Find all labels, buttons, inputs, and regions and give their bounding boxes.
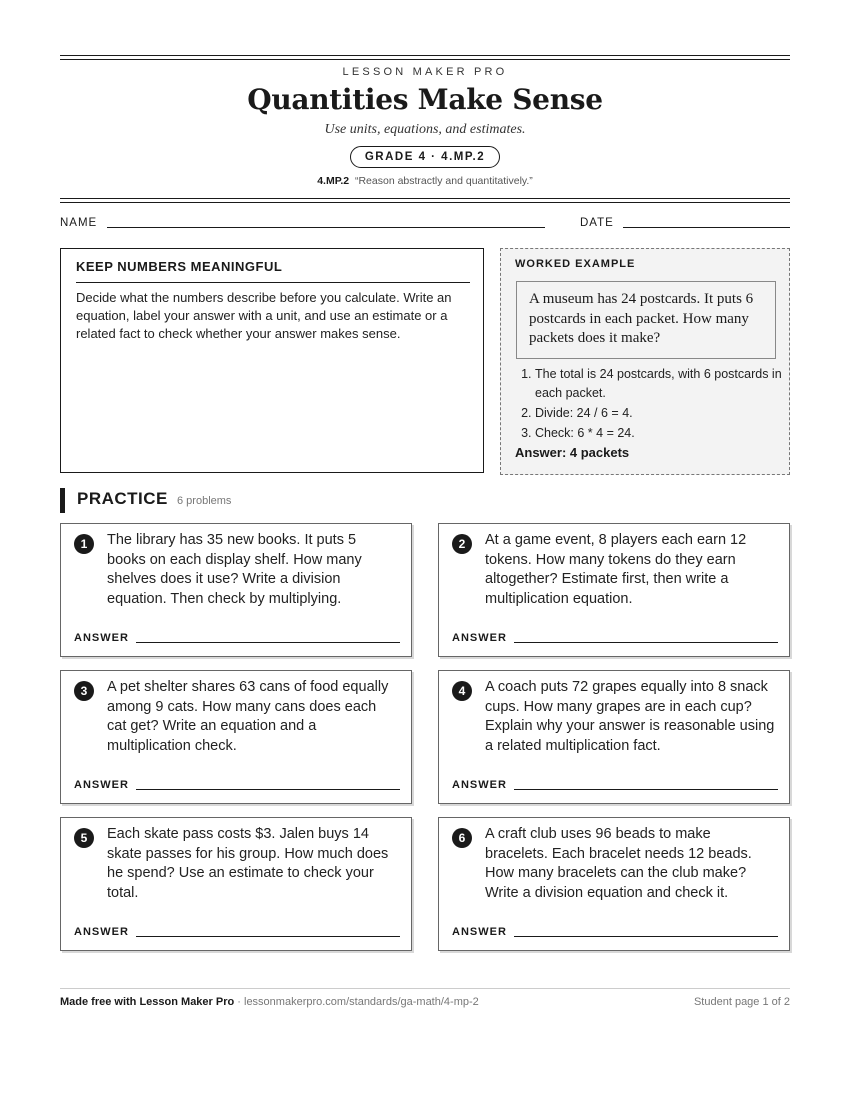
problem-card-1	[60, 523, 412, 657]
problem-text: A coach puts 72 grapes equally into 8 snack cups. How many grapes are in each cup? Explain why your answer is reasonable using a related multiplication fact.	[485, 679, 775, 754]
answer-label: ANSWER	[74, 779, 129, 791]
header-top-rule-1	[60, 55, 790, 56]
answer-line-field[interactable]	[514, 789, 778, 790]
worked-example-heading: WORKED EXAMPLE	[515, 258, 636, 270]
problem-number-badge: 2	[452, 534, 472, 554]
grade-badge: GRADE 4 · 4.MP.2	[350, 146, 500, 168]
problem-text: At a game event, 8 players each earn 12 tokens. How many tokens do they earn altogether? Estimate first, then write a multiplication equation.	[485, 532, 747, 607]
worked-example-step: 3. Check: 6 * 4 = 24.	[535, 424, 795, 443]
problem-number-badge: 3	[74, 681, 94, 701]
problem-text: A craft club uses 96 beads to make bracelets. Each bracelet needs 12 beads. How many bracelets can the club make? Write a division equation and check it.	[485, 826, 752, 901]
practice-accent-bar	[60, 488, 65, 513]
footer-rule	[60, 988, 790, 989]
header-bottom-rule-2	[60, 202, 790, 203]
answer-line-field[interactable]	[136, 642, 400, 643]
problem-number-badge: 6	[452, 828, 472, 848]
answer-label: ANSWER	[74, 632, 129, 644]
problem-card-3	[60, 670, 412, 804]
worked-example-answer: Answer: 4 packets	[515, 445, 630, 460]
problem-number-badge: 4	[452, 681, 472, 701]
worked-example-steps	[515, 365, 795, 444]
worked-example-step: 2. Divide: 24 / 6 = 4.	[535, 404, 795, 423]
date-label: DATE	[580, 217, 614, 229]
answer-line-field[interactable]	[136, 789, 400, 790]
problem-card-2	[438, 523, 790, 657]
standard-text: “Reason abstractly and quantitatively.”	[354, 175, 533, 187]
concept-body: Decide what the numbers describe before you calculate. Write an equation, label your answer with a unit, and use an estimate or a related fact to check whether your answer makes sense.	[76, 290, 452, 342]
practice-title: PRACTICE	[77, 489, 168, 508]
answer-line-field[interactable]	[136, 936, 400, 937]
practice-count: 6 problems	[177, 495, 232, 507]
brand-name: LESSON MAKER PRO	[342, 66, 508, 78]
answer-line-field[interactable]	[514, 936, 778, 937]
footer-made-with: Made free with Lesson Maker Pro	[60, 996, 235, 1008]
header-top-rule-2	[60, 59, 790, 60]
header-bottom-rule-1	[60, 198, 790, 199]
standard-line	[0, 175, 850, 187]
problem-card-6	[438, 817, 790, 951]
concept-box	[60, 248, 484, 473]
problem-card-5	[60, 817, 412, 951]
footer-url[interactable]: · lessonmakerpro.com/standards/ga-math/4-mp-2	[234, 996, 479, 1008]
problem-number-badge: 5	[74, 828, 94, 848]
standard-code: 4.MP.2	[317, 175, 350, 187]
answer-label: ANSWER	[74, 926, 129, 938]
problem-card-4	[438, 670, 790, 804]
problem-text: The library has 35 new books. It puts 5 books on each display shelf. How many shelves does it use? Write a division equation. Then check by multiplying.	[107, 532, 362, 607]
problem-text: A pet shelter shares 63 cans of food equally among 9 cats. How many cans does each cat get? Write an equation and a multiplication check.	[107, 679, 389, 754]
problem-number-badge: 1	[74, 534, 94, 554]
worked-example-step: 1. The total is 24 postcards, with 6 postcards in each packet.	[535, 365, 795, 402]
answer-label: ANSWER	[452, 926, 507, 938]
answer-label: ANSWER	[452, 632, 507, 644]
problem-text: Each skate pass costs $3. Jalen buys 14 skate passes for his group. How much does he spend? Use an estimate to check your total.	[107, 826, 389, 901]
worked-example-box	[500, 248, 790, 475]
concept-heading-underline	[76, 282, 470, 283]
date-field[interactable]	[623, 227, 790, 228]
footer-page-number: Student page 1 of 2	[693, 996, 790, 1008]
footer-credit	[60, 996, 479, 1008]
page-title: Quantities Make Sense	[247, 83, 603, 116]
name-field[interactable]	[107, 227, 545, 228]
name-label: NAME	[60, 217, 98, 229]
concept-heading: KEEP NUMBERS MEANINGFUL	[76, 259, 283, 274]
answer-label: ANSWER	[452, 779, 507, 791]
worked-example-problem: A museum has 24 postcards. It puts 6 postcards in each packet. How many packets does it make?	[516, 281, 776, 359]
page-subtitle: Use units, equations, and estimates.	[324, 122, 526, 137]
answer-line-field[interactable]	[514, 642, 778, 643]
